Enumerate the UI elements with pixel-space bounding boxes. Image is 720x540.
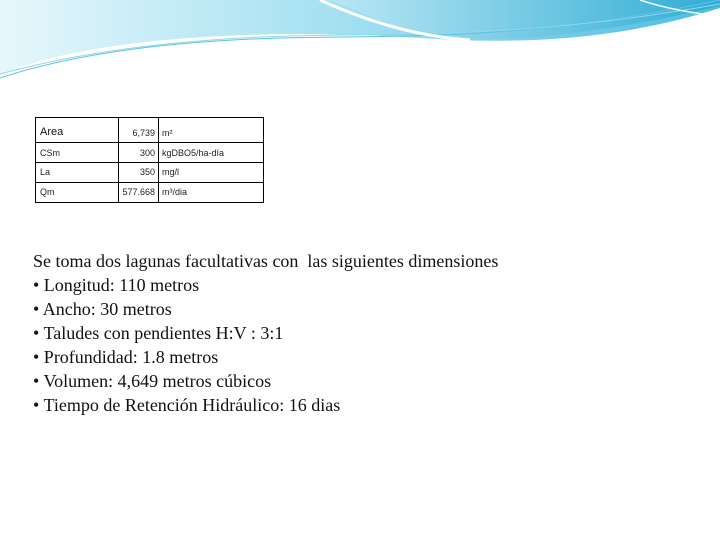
list-item: • Volumen: 4,649 metros cúbicos	[33, 371, 272, 391]
table-row-label: Area	[40, 126, 64, 138]
table-row-value: 6,739	[132, 128, 155, 138]
table-row-unit: m³/dia	[162, 187, 188, 197]
table-row-value: 300	[139, 148, 155, 158]
table-divider	[36, 182, 263, 183]
table-row-unit: kgDBO5/ha-día	[162, 148, 225, 158]
table-divider	[36, 142, 263, 143]
table-row-label: Qm	[40, 187, 55, 197]
list-item: • Profundidad: 1.8 metros	[33, 347, 219, 367]
slide-body-text	[33, 249, 693, 417]
list-item: • Ancho: 30 metros	[33, 299, 172, 319]
list-item: • Taludes con pendientes H:V : 3:1	[33, 323, 284, 343]
table-row-value: 350	[139, 167, 155, 177]
table-row-unit: mg/l	[162, 167, 180, 177]
table-row-label: CSm	[40, 148, 60, 158]
parameter-table	[35, 117, 264, 203]
header-wave-decoration	[0, 0, 720, 90]
table-row-unit: m²	[162, 128, 173, 138]
intro-text: Se toma dos lagunas facultativas con las siguientes dimensiones	[33, 251, 499, 271]
list-item: • Longitud: 110 metros	[33, 275, 200, 295]
table-row-label: La	[40, 167, 51, 177]
table-row-value: 577.668	[122, 187, 155, 197]
list-item: • Tiempo de Retención Hidráulico: 16 dias	[33, 395, 341, 415]
table-divider	[158, 118, 159, 202]
table-divider	[36, 162, 263, 163]
